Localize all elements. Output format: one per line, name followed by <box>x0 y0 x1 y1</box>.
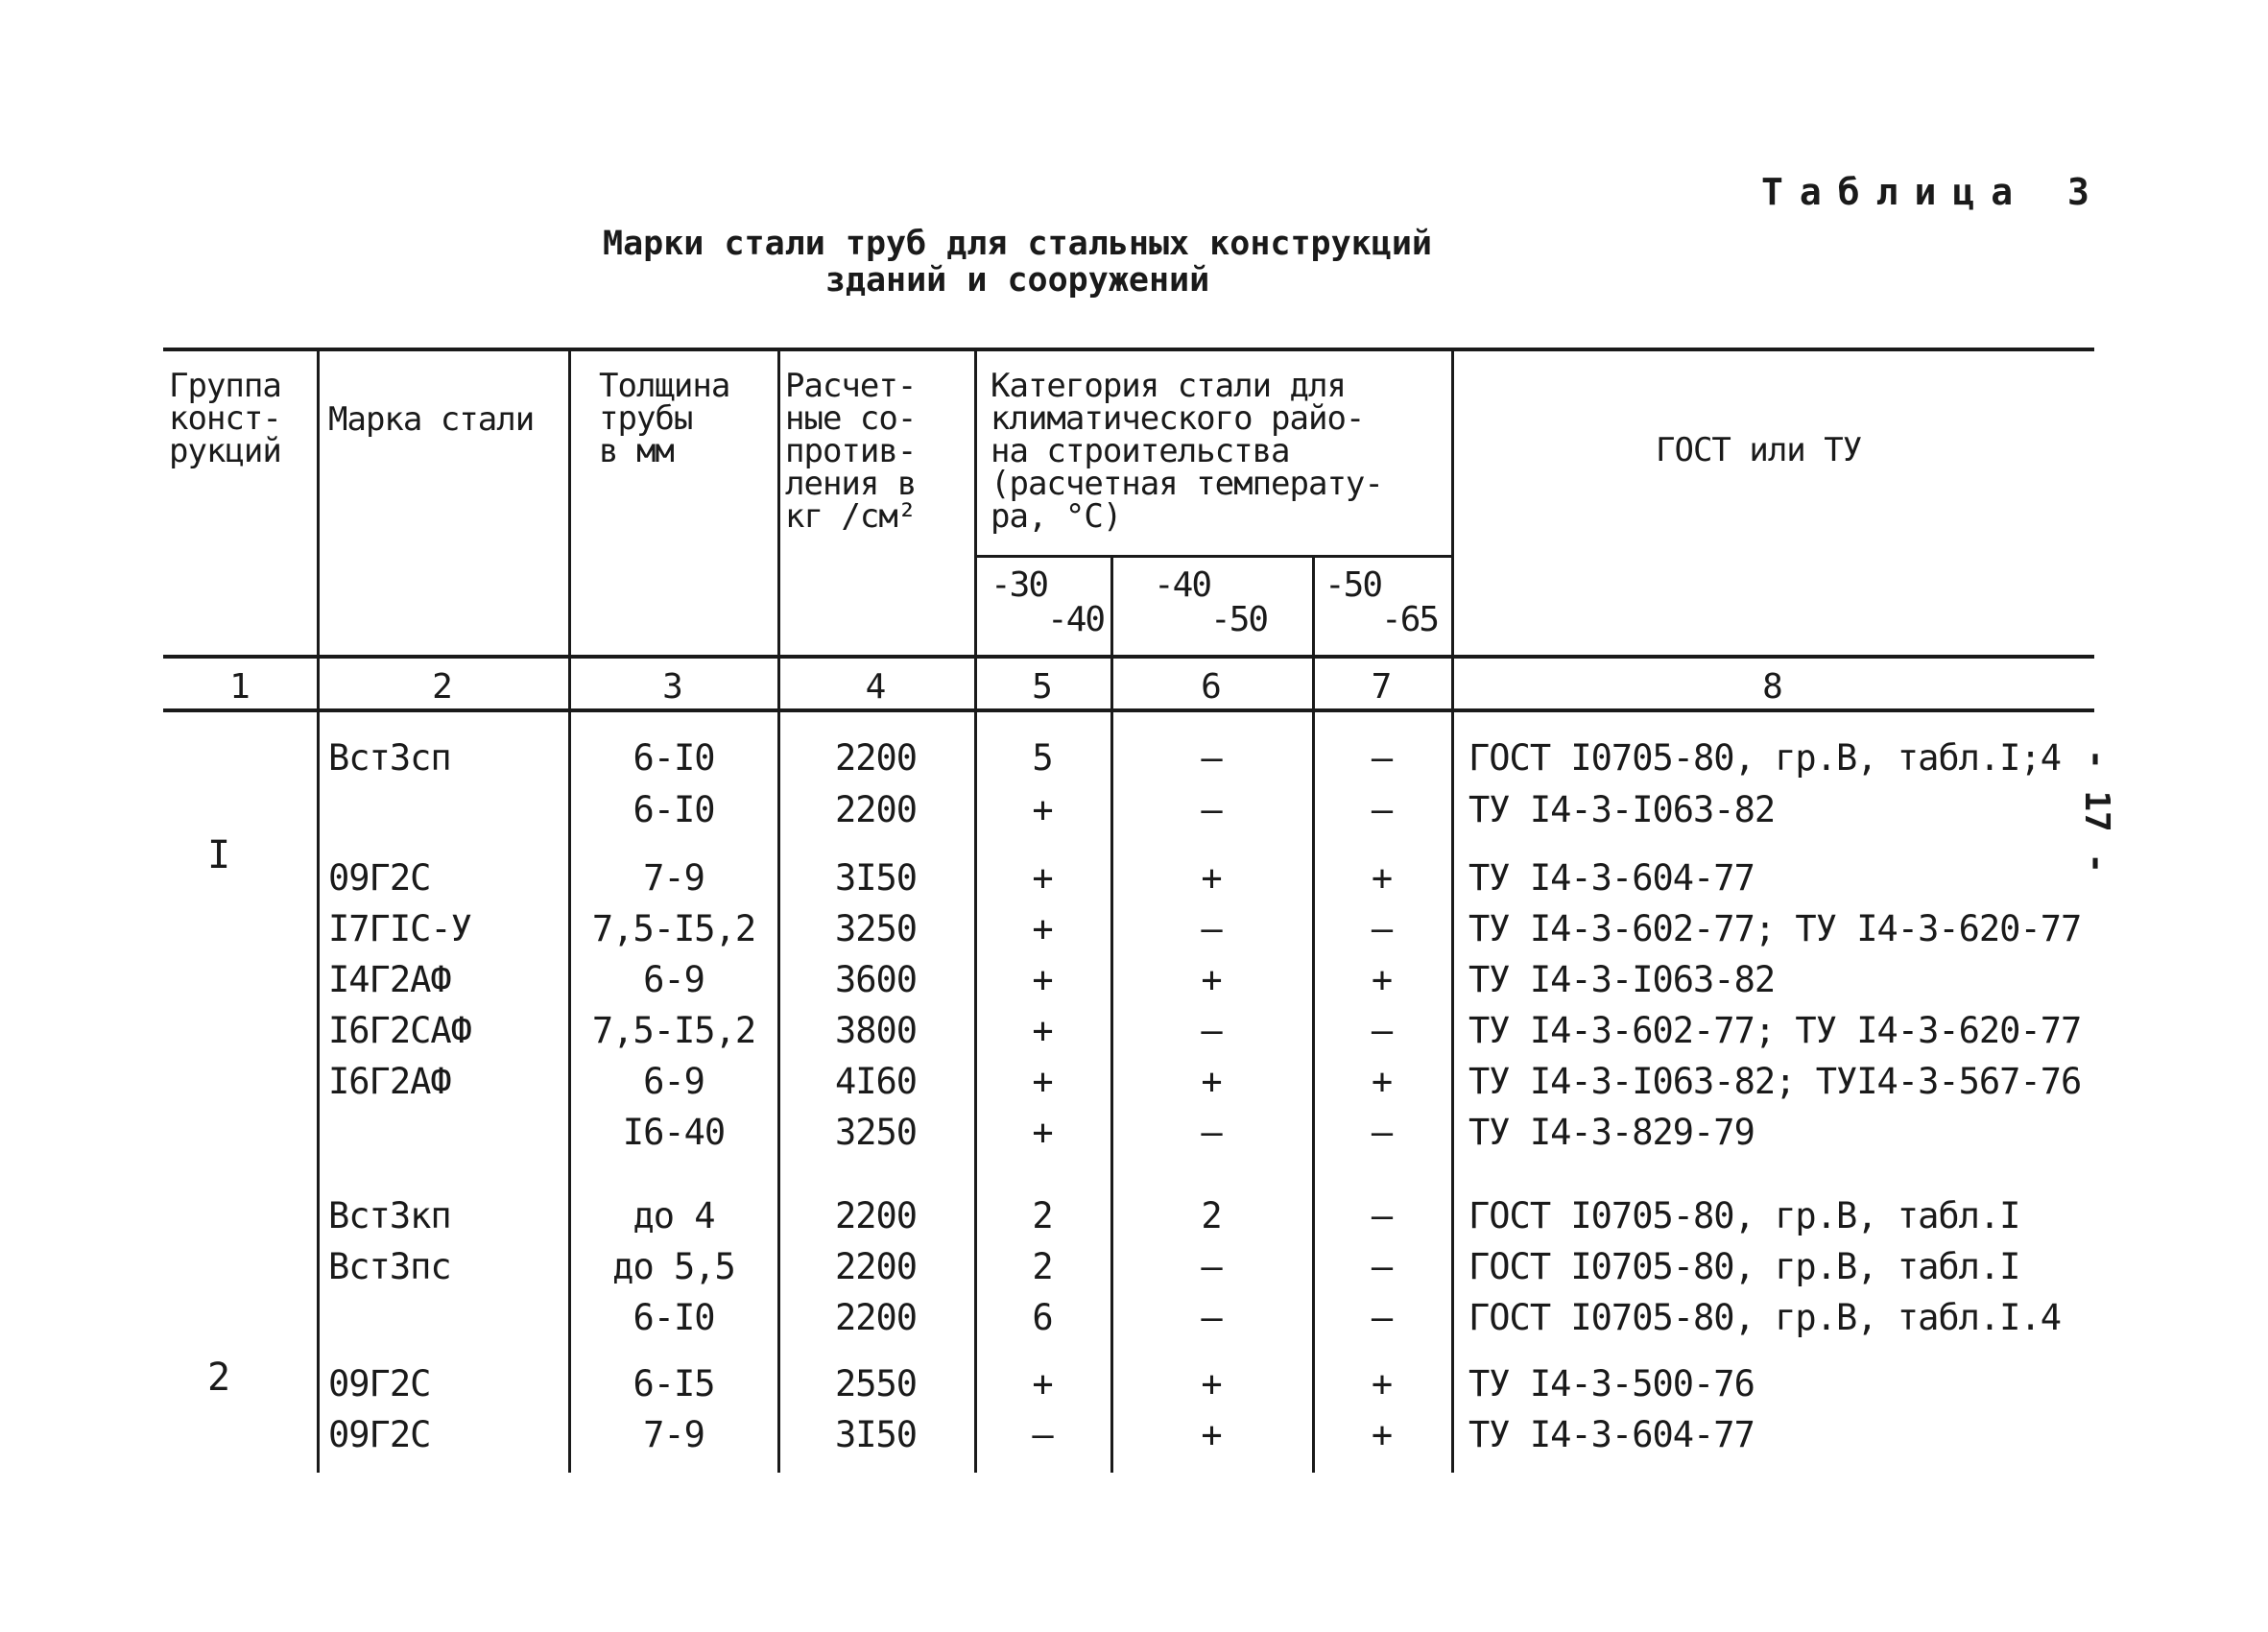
cell-gost: ТУ I4-3-602-77; ТУ I4-3-620-77 <box>1468 1010 2082 1051</box>
cell-cat-3: – <box>1371 1112 1393 1153</box>
cell-cat-3: – <box>1371 789 1393 830</box>
cell-cat-3: – <box>1371 1246 1393 1287</box>
cell-cat-2: – <box>1201 908 1222 949</box>
cell-thickness: 6-I5 <box>633 1363 715 1404</box>
cell-cat-2: – <box>1201 737 1222 779</box>
cell-thickness: 7,5-I5,2 <box>591 908 756 949</box>
cell-gost: ТУ I4-3-602-77; ТУ I4-3-620-77 <box>1468 908 2082 949</box>
cell-resistance: 3I50 <box>834 1414 918 1455</box>
cell-mark: I6Г2АФ <box>328 1061 451 1102</box>
col-number-7: 7 <box>1371 667 1393 707</box>
col-number-4: 4 <box>865 667 887 707</box>
table-top-rule <box>163 348 2094 351</box>
cell-cat-1: 5 <box>1032 737 1053 779</box>
cell-cat-2: – <box>1201 789 1222 830</box>
cell-resistance: 3600 <box>834 959 918 1000</box>
group-label-1: I <box>206 833 230 877</box>
cell-thickness: 6-I0 <box>633 737 715 779</box>
header-mark: Марка стали <box>328 400 535 439</box>
cell-resistance: 2200 <box>834 789 918 830</box>
group-label-2: 2 <box>206 1356 230 1400</box>
category-sub-rule <box>974 555 1451 558</box>
cell-mark: ВстЗсп <box>328 737 451 779</box>
cell-mark: I4Г2АФ <box>328 959 451 1000</box>
header-resistance: Расчет- ные со- против- ления в кг /см² <box>785 367 917 536</box>
header-category: Категория стали для климатического райо- на строительства (расчетная температу- ра, °С) <box>991 367 1383 536</box>
cell-cat-1: 2 <box>1032 1246 1053 1287</box>
cell-thickness: до 4 <box>633 1195 715 1236</box>
cell-cat-1: + <box>1032 1010 1053 1051</box>
cell-cat-2: – <box>1201 1112 1222 1153</box>
cell-resistance: 3250 <box>834 1112 918 1153</box>
cell-gost: ТУ I4-3-I063-82 <box>1468 959 1776 1000</box>
cell-resistance: 2200 <box>834 1195 918 1236</box>
cell-cat-1: 2 <box>1032 1195 1053 1236</box>
col-number-6: 6 <box>1201 667 1222 707</box>
cell-resistance: 2200 <box>834 737 918 779</box>
cell-thickness: 7-9 <box>643 857 704 899</box>
table-title-line-1: Марки стали труб для стальных конструкций <box>603 225 1432 263</box>
cell-cat-2: + <box>1201 1061 1222 1102</box>
col-number-5: 5 <box>1032 667 1053 707</box>
header-group: Группа конст- рукций <box>169 367 281 470</box>
col-divider-7 <box>1451 349 1454 1473</box>
page-number: - 17 - <box>2077 749 2116 875</box>
cell-cat-2: – <box>1201 1297 1222 1338</box>
cell-cat-2: 2 <box>1201 1195 1222 1236</box>
cell-resistance: 4I60 <box>834 1061 918 1102</box>
cell-cat-1: + <box>1032 789 1053 830</box>
cell-gost: ГОСТ I0705-80, гр.В, табл.I.4 <box>1468 1297 2062 1338</box>
header-category-sub-1: -30 -40 <box>991 565 1105 639</box>
cell-cat-1: + <box>1032 1363 1053 1404</box>
cell-gost: ТУ I4-3-I063-82; ТУI4-3-567-76 <box>1468 1061 2082 1102</box>
cell-gost: ТУ I4-3-604-77 <box>1468 1414 1755 1455</box>
header-gost: ГОСТ или ТУ <box>1656 431 1862 469</box>
cell-thickness: 7,5-I5,2 <box>591 1010 756 1051</box>
col-number-1: 1 <box>229 667 251 707</box>
cell-cat-3: + <box>1371 959 1393 1000</box>
cell-resistance: 3I50 <box>834 857 918 899</box>
cell-cat-3: + <box>1371 1061 1393 1102</box>
cell-cat-2: + <box>1201 1414 1222 1455</box>
cell-gost: ТУ I4-3-829-79 <box>1468 1112 1755 1153</box>
cell-thickness: I6-40 <box>622 1112 726 1153</box>
cell-cat-2: + <box>1201 959 1222 1000</box>
cell-mark: I7ГIС-У <box>328 908 471 949</box>
col-divider-1 <box>317 349 320 1473</box>
cell-cat-3: + <box>1371 1363 1393 1404</box>
col-number-8: 8 <box>1762 667 1783 707</box>
table-title-line-2: зданий и сооружений <box>824 261 1210 300</box>
cell-gost: ГОСТ I0705-80, гр.В, табл.I;4 <box>1468 737 2062 779</box>
cell-cat-1: – <box>1032 1414 1053 1455</box>
cell-resistance: 3800 <box>834 1010 918 1051</box>
cell-resistance: 2550 <box>834 1363 918 1404</box>
cell-gost: ТУ I4-3-I063-82 <box>1468 789 1776 830</box>
cell-cat-3: – <box>1371 737 1393 779</box>
cell-cat-3: – <box>1371 1195 1393 1236</box>
cell-mark: ВстЗкп <box>328 1195 451 1236</box>
cell-cat-3: – <box>1371 908 1393 949</box>
col-number-3: 3 <box>662 667 683 707</box>
cell-mark: I6Г2САФ <box>328 1010 471 1051</box>
cell-cat-1: + <box>1032 1061 1053 1102</box>
cell-cat-3: – <box>1371 1010 1393 1051</box>
cell-cat-2: – <box>1201 1010 1222 1051</box>
cell-cat-2: – <box>1201 1246 1222 1287</box>
cell-resistance: 2200 <box>834 1246 918 1287</box>
cell-mark: 09Г2С <box>328 1414 431 1455</box>
cell-thickness: до 5,5 <box>612 1246 735 1287</box>
cell-resistance: 2200 <box>834 1297 918 1338</box>
cell-cat-1: + <box>1032 908 1053 949</box>
cell-thickness: 6-I0 <box>633 789 715 830</box>
header-category-sub-2: -40 -50 <box>1154 565 1268 639</box>
cell-cat-2: + <box>1201 857 1222 899</box>
cell-cat-3: + <box>1371 857 1393 899</box>
cell-thickness: 6-9 <box>643 1061 704 1102</box>
cell-thickness: 7-9 <box>643 1414 704 1455</box>
colnum-bottom-rule <box>163 708 2094 712</box>
cell-resistance: 3250 <box>834 908 918 949</box>
cell-gost: ТУ I4-3-500-76 <box>1468 1363 1755 1404</box>
cell-thickness: 6-I0 <box>633 1297 715 1338</box>
cell-cat-2: + <box>1201 1363 1222 1404</box>
cell-cat-1: + <box>1032 1112 1053 1153</box>
cell-gost: ТУ I4-3-604-77 <box>1468 857 1755 899</box>
table-title <box>537 226 1497 299</box>
cell-cat-3: – <box>1371 1297 1393 1338</box>
cell-cat-1: 6 <box>1032 1297 1053 1338</box>
header-bottom-rule <box>163 655 2094 659</box>
cell-mark: 09Г2С <box>328 1363 431 1404</box>
table-label: Таблица 3 <box>1761 171 2106 213</box>
cell-mark: 09Г2С <box>328 857 431 899</box>
col-number-2: 2 <box>432 667 453 707</box>
cell-cat-1: + <box>1032 857 1053 899</box>
header-category-sub-3: -50 -65 <box>1325 565 1439 639</box>
cell-cat-3: + <box>1371 1414 1393 1455</box>
cell-gost: ГОСТ I0705-80, гр.В, табл.I <box>1468 1195 2020 1236</box>
cell-gost: ГОСТ I0705-80, гр.В, табл.I <box>1468 1246 2020 1287</box>
cell-thickness: 6-9 <box>643 959 704 1000</box>
cell-cat-1: + <box>1032 959 1053 1000</box>
cell-mark: ВстЗпс <box>328 1246 451 1287</box>
header-thickness: Толщина трубы в мм <box>599 367 730 470</box>
